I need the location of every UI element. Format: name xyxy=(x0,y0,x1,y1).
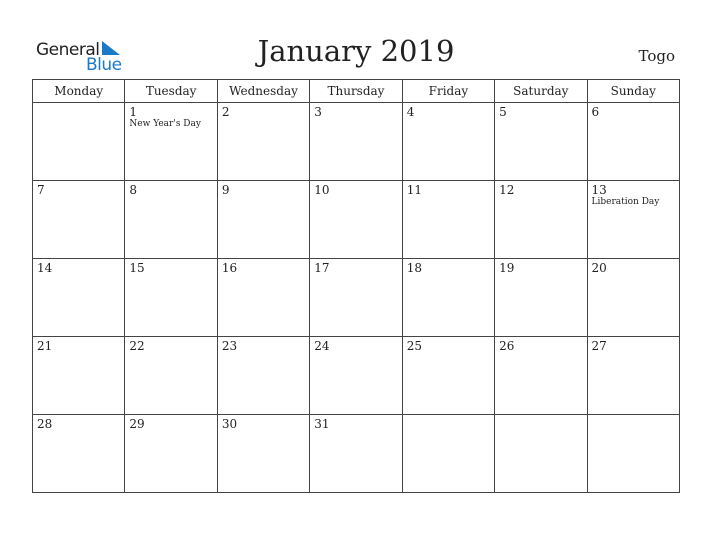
day-cell xyxy=(495,337,587,415)
day-number: 3 xyxy=(314,105,322,119)
weekday-header: Friday xyxy=(402,80,494,103)
day-number: 29 xyxy=(129,417,145,431)
day-number: 15 xyxy=(129,261,145,275)
day-number: 20 xyxy=(591,261,607,275)
day-cell-content xyxy=(33,337,124,355)
day-number: 21 xyxy=(37,339,53,353)
day-cell xyxy=(310,415,402,493)
day-cell xyxy=(125,337,217,415)
week-row xyxy=(33,259,680,337)
day-cell xyxy=(125,181,217,259)
day-number: 26 xyxy=(499,339,515,353)
day-cell-content xyxy=(218,415,309,433)
weekday-header: Thursday xyxy=(310,80,402,103)
day-cell xyxy=(587,337,679,415)
day-cell xyxy=(310,181,402,259)
day-cell xyxy=(402,259,494,337)
day-number: 23 xyxy=(221,339,238,353)
day-number: 4 xyxy=(406,105,415,119)
day-cell-content xyxy=(495,337,586,355)
day-cell xyxy=(495,103,587,181)
day-cell-content xyxy=(33,181,124,199)
calendar-title: January 2019 xyxy=(257,34,455,68)
day-number: 5 xyxy=(499,105,507,119)
day-cell-content xyxy=(403,337,494,355)
day-cell-content xyxy=(125,259,216,277)
week-row xyxy=(33,415,680,493)
day-cell-content xyxy=(403,181,494,199)
day-cell-content xyxy=(33,103,124,107)
day-cell xyxy=(125,259,217,337)
day-number: 17 xyxy=(314,261,330,275)
day-number: 8 xyxy=(129,183,138,197)
day-cell-content xyxy=(310,103,401,121)
day-cell-content xyxy=(403,415,494,419)
day-cell xyxy=(217,337,309,415)
day-number: 10 xyxy=(314,183,330,197)
week-row xyxy=(33,337,680,415)
day-cell xyxy=(33,103,125,181)
day-cell xyxy=(310,259,402,337)
day-number: 19 xyxy=(499,261,515,275)
day-number: 12 xyxy=(499,183,515,197)
day-number: 2 xyxy=(221,105,230,119)
day-cell-content xyxy=(218,181,309,199)
day-cell-content xyxy=(495,415,586,419)
day-cell xyxy=(217,259,309,337)
day-cell xyxy=(587,259,679,337)
day-number: 30 xyxy=(221,417,238,431)
day-number: 11 xyxy=(406,183,422,197)
day-cell-content xyxy=(588,415,679,419)
week-row xyxy=(33,103,680,181)
day-number: 22 xyxy=(129,339,145,353)
day-number: 31 xyxy=(314,417,330,431)
day-cell xyxy=(495,181,587,259)
day-cell-content xyxy=(125,415,216,433)
day-cell xyxy=(217,415,309,493)
holiday-label: New Year's Day xyxy=(129,119,201,129)
day-cell xyxy=(125,103,217,181)
day-number: 9 xyxy=(221,183,230,197)
day-number: 16 xyxy=(221,261,238,275)
day-cell xyxy=(402,415,494,493)
day-cell xyxy=(33,181,125,259)
day-cell xyxy=(495,259,587,337)
day-cell xyxy=(495,415,587,493)
day-cell xyxy=(402,181,494,259)
day-cell-content xyxy=(310,337,401,355)
day-cell-content xyxy=(403,103,494,121)
week-row xyxy=(33,181,680,259)
day-cell xyxy=(33,259,125,337)
day-cell xyxy=(587,181,679,259)
day-cell-content xyxy=(125,337,216,355)
day-cell-content xyxy=(495,181,586,199)
day-cell-content xyxy=(33,415,124,433)
day-cell-content xyxy=(310,415,401,433)
day-cell xyxy=(310,103,402,181)
day-cell-content xyxy=(218,103,309,121)
day-cell xyxy=(217,181,309,259)
day-cell-content xyxy=(218,337,309,355)
day-number: 1 xyxy=(129,105,138,119)
day-cell-content xyxy=(588,103,679,121)
day-cell-content xyxy=(588,259,679,277)
day-cell xyxy=(125,415,217,493)
day-cell-content xyxy=(33,259,124,277)
weekday-header: Wednesday xyxy=(217,80,309,103)
day-cell xyxy=(402,337,494,415)
day-number: 24 xyxy=(314,339,330,353)
day-cell-content xyxy=(588,181,679,210)
day-cell-content xyxy=(310,259,401,277)
day-cell-content xyxy=(125,181,216,199)
calendar-grid xyxy=(32,79,680,493)
day-cell xyxy=(587,103,679,181)
day-number: 14 xyxy=(37,261,53,275)
weekday-header: Saturday xyxy=(495,80,587,103)
day-number: 25 xyxy=(406,339,422,353)
day-number: 27 xyxy=(591,339,607,353)
day-number: 18 xyxy=(406,261,422,275)
weekday-header: Sunday xyxy=(587,80,679,103)
day-cell-content xyxy=(495,103,586,121)
logo-word-blue: Blue xyxy=(86,55,122,75)
day-cell-content xyxy=(495,259,586,277)
day-cell xyxy=(217,103,309,181)
day-number: 28 xyxy=(37,417,53,431)
day-cell xyxy=(33,337,125,415)
weekday-header-row xyxy=(33,80,680,103)
day-cell-content xyxy=(125,103,216,132)
day-cell xyxy=(402,103,494,181)
day-cell xyxy=(310,337,402,415)
holiday-label: Liberation Day xyxy=(591,197,660,207)
weekday-header: Tuesday xyxy=(125,80,217,103)
day-cell-content xyxy=(218,259,309,277)
day-cell xyxy=(33,415,125,493)
day-cell xyxy=(587,415,679,493)
day-cell-content xyxy=(588,337,679,355)
day-number: 13 xyxy=(591,183,607,197)
day-number: 7 xyxy=(37,183,45,197)
day-cell-content xyxy=(403,259,494,277)
day-cell-content xyxy=(310,181,401,199)
weekday-header: Monday xyxy=(33,80,125,103)
country-label: Togo xyxy=(638,47,675,65)
day-number: 6 xyxy=(591,105,600,119)
calendar-weeks xyxy=(33,103,680,493)
logo-word-general: General xyxy=(36,40,100,60)
